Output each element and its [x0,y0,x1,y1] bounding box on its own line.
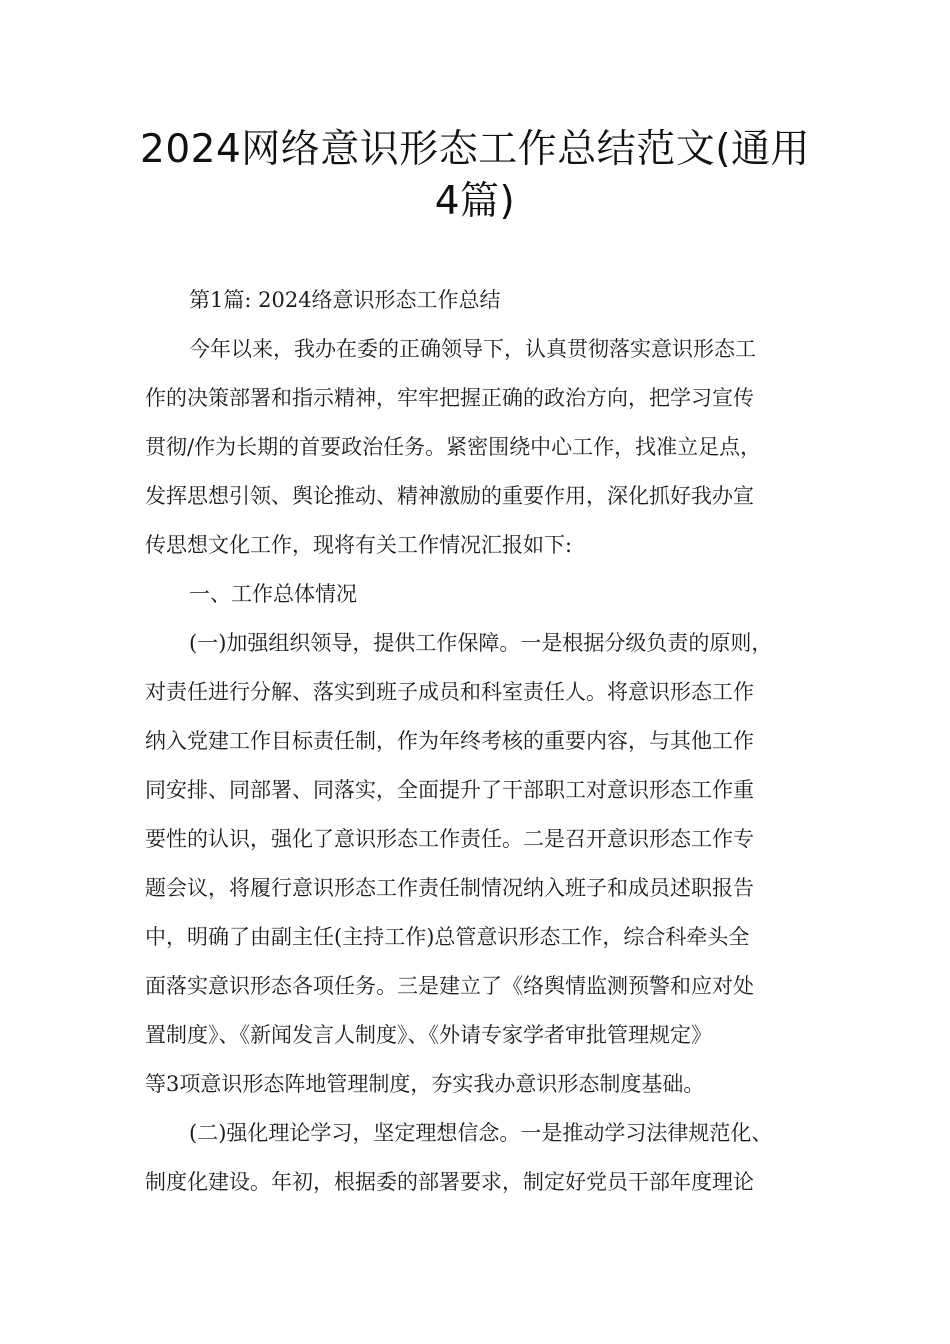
body-line: 第1篇: 2024络意识形态工作总结 [189,288,501,312]
body-line: 中，明确了由副主任(主持工作)总管意识形态工作，综合科牵头全 [145,925,750,949]
document-body [145,276,830,1207]
body-line: (二)强化理论学习，坚定理想信念。一是推动学习法律规范化、 [189,1121,773,1145]
body-line: (一)加强组织领导，提供工作保障。一是根据分级负责的原则， [189,631,773,655]
body-line: 传思想文化工作，现将有关工作情况汇报如下: [145,533,573,557]
body-line: 等3项意识形态阵地管理制度，夯实我办意识形态制度基础。 [145,1072,705,1096]
body-line: 作的决策部署和指示精神，牢牢把握正确的政治方向，把学习宣传 [145,386,754,410]
body-line: 对责任进行分解、落实到班子成员和科室责任人。将意识形态工作 [145,680,754,704]
title-line-2: 4篇) [434,179,516,224]
body-line: 置制度》、《新闻发言人制度》、《外请专家学者审批管理规定》 [145,1023,712,1047]
body-line: 制度化建设。年初，根据委的部署要求，制定好党员干部年度理论 [145,1170,754,1194]
document-title [120,124,830,228]
body-line: 今年以来，我办在委的正确领导下，认真贯彻落实意识形态工 [189,337,756,361]
body-line: 题会议，将履行意识形态工作责任制情况纳入班子和成员述职报告 [145,876,754,900]
body-line: 要性的认识，强化了意识形态工作责任。二是召开意识形态工作专 [145,827,754,851]
body-line: 同安排、同部署、同落实，全面提升了干部职工对意识形态工作重 [145,778,754,802]
title-line-1: 2024网络意识形态工作总结范文(通用 [140,127,810,172]
body-line: 纳入党建工作目标责任制，作为年终考核的重要内容，与其他工作 [145,729,754,753]
body-line: 一、工作总体情况 [189,582,357,606]
body-line: 贯彻/作为长期的首要政治任务。紧密围绕中心工作，找准立足点， [145,435,762,459]
body-line: 发挥思想引领、舆论推动、精神激励的重要作用，深化抓好我办宣 [145,484,754,508]
body-line: 面落实意识形态各项任务。三是建立了《络舆情监测预警和应对处 [145,974,754,998]
